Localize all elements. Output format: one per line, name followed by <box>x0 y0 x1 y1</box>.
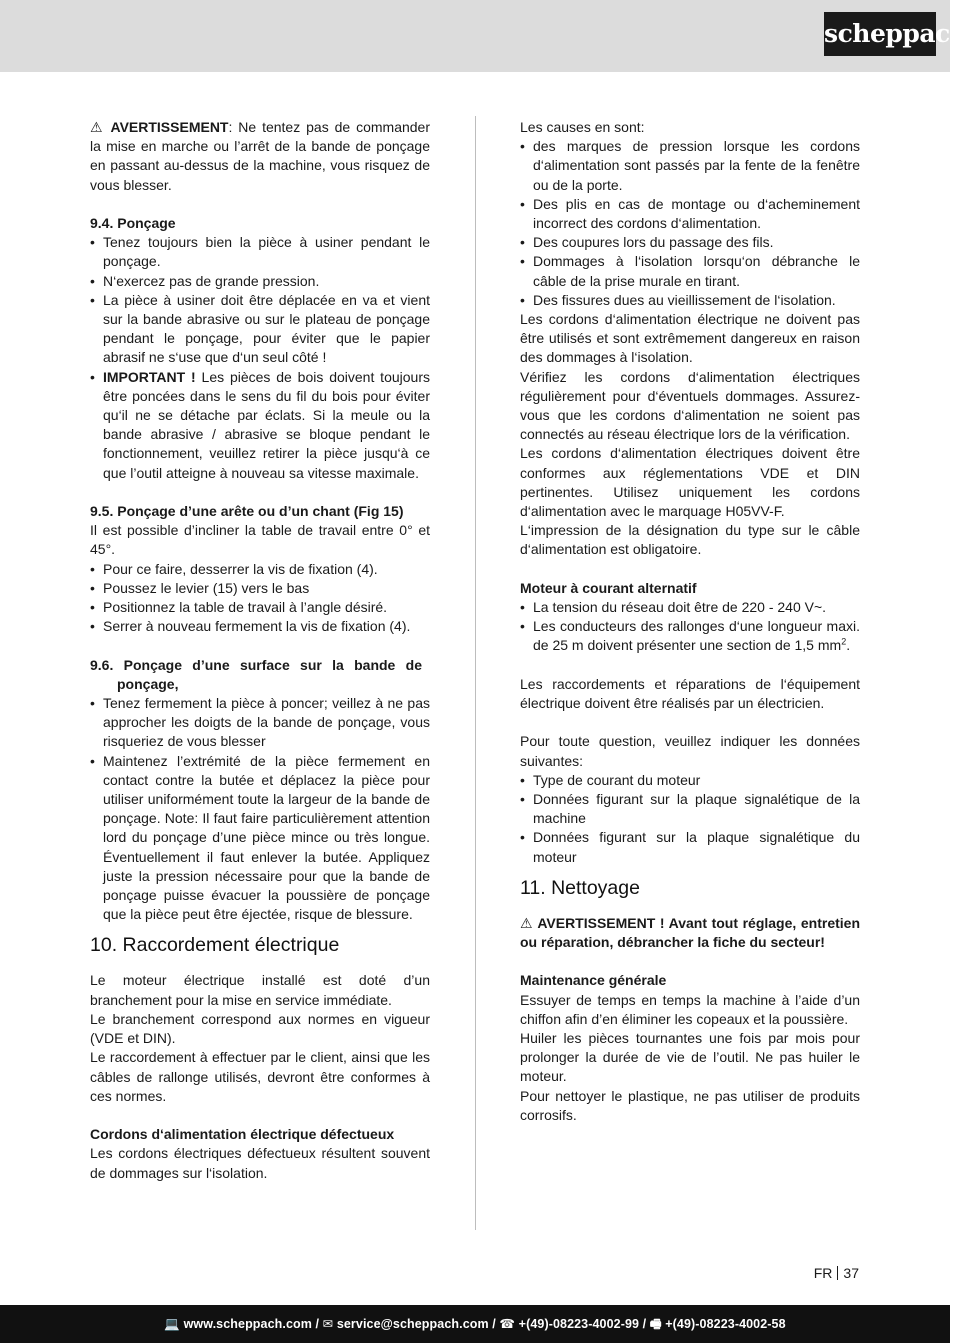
ac-motor-title: Moteur à courant alternatif <box>520 579 697 596</box>
ac-item-end: . <box>846 637 851 654</box>
defective-cords-title: Cordons d‘alimentation électrique défectueux <box>90 1126 395 1143</box>
list-item: • Tenez fermement la pièce à poncer; veillez à ne pas approcher les doigts de la bande de ponçage, vous risqueriez de vous blesser <box>90 694 430 752</box>
mail-icon: ✉ <box>322 1317 334 1331</box>
maintenance-title: Maintenance générale <box>520 972 667 989</box>
maintenance-paragraph: Huiler les pièces tournantes une fois par mois pour prolonger la durée de vie de l’outil. Ne pas huiler le moteur. <box>520 1030 860 1085</box>
section-9-6-title: 9.6. Ponçage d’une surface sur la bande de ponçage, <box>90 656 422 692</box>
footer-contact-bar <box>0 1305 950 1343</box>
list-item: • Serrer à nouveau fermement la vis de fixation (4). <box>90 617 430 636</box>
list-item: • Données figurant sur la plaque signalétique de la machine <box>520 790 860 828</box>
phone-icon: ☎ <box>499 1317 516 1331</box>
list-item <box>520 617 860 655</box>
footer-separator: / <box>311 1317 323 1331</box>
warning-triangle-icon: ⚠ <box>520 914 534 931</box>
right-column <box>520 118 860 1125</box>
section-9-6-list <box>90 694 430 924</box>
list-item-important <box>90 368 430 483</box>
footer-website[interactable]: www.scheppach.com <box>183 1317 312 1331</box>
cleaning-warning <box>520 914 860 952</box>
footer-fax: +(49)-08223-4002-58 <box>665 1317 786 1331</box>
page-language: FR <box>813 1265 833 1281</box>
scheppach-logo: scheppach <box>824 12 936 56</box>
section-10-heading: 10. Raccordement électrique <box>90 934 340 957</box>
footer-separator: / <box>639 1317 650 1331</box>
section-9-5-intro: Il est possible d’incliner la table de travail entre 0° et 45°. <box>90 522 430 558</box>
list-item: • Données figurant sur la plaque signalétique du moteur <box>520 828 860 866</box>
important-text: Les pièces de bois doivent toujours être poncées dans le sens du fil du bois pour éviter qu‘il ne se détache par éclats. Si la meule ou la bande abrasive / abrasive se bloque pendant le fonctionnement, veuillez retirer la pièce jusqu‘à ce que l’outil atteigne à nouveau sa vitesse maximale. <box>103 368 430 481</box>
cords-paragraph: Les cordons d‘alimentation électriques doivent être conformes aux réglementations VDE et DIN pertinentes. Utilisez uniquement les cordons d‘alimentation avec le marquage H05VV-F. <box>520 445 860 520</box>
section-9-5-title: 9.5. Ponçage d’une arête ou d’un chant (Fig 15) <box>90 503 404 520</box>
list-item: • Tenez toujours bien la pièce à usiner pendant le ponçage. <box>90 233 430 271</box>
list-item: • Des plis en cas de montage ou d‘acheminement incorrect des cordons d‘alimentation. <box>520 195 860 233</box>
maintenance-paragraph: Pour nettoyer le plastique, ne pas utiliser de produits corrosifs. <box>520 1087 860 1123</box>
section-10-paragraph: Le branchement correspond aux normes en vigueur (VDE et DIN). <box>90 1010 430 1047</box>
page-number-value: 37 <box>843 1265 859 1281</box>
questions-list <box>520 771 860 867</box>
cords-paragraph: Vérifiez les cordons d‘alimentation électriques régulièrement pour d‘éventuels dommages. Assurez-vous que les cordons d‘alimentation ne soient pas connectés au réseau électrique lors de la vérification. <box>520 368 860 443</box>
cleaning-warning-text: ! Avant tout réglage, entretien ou réparation, débrancher la fiche du secteur! <box>520 914 860 951</box>
section-9-4-title: 9.4. Ponçage <box>90 215 176 231</box>
list-item: • Maintenez l’extrémité de la pièce fermement en contact contre la butée et déplacez la pièce pour utiliser uniformément toute la largeur de la bande de ponçage. Note: Il faut faire particulièrement attention lord du ponçage d’une pièce mince ou très longue. Éventuellement il faut enlever la butée. Appliquez juste la pression nécessaire pour que la bande de ponçage puisse évacuer la poussière de ponçage que la pièce peut être éjectée, risque de blessure. <box>90 752 430 925</box>
ac-motor-list <box>520 598 860 656</box>
computer-icon: 💻 <box>164 1317 181 1331</box>
list-item: • Des fissures dues au vieillissement de l‘isolation. <box>520 291 860 310</box>
section-10-paragraph: Le raccordement à effectuer par le client, ainsi que les câbles de rallonge utilisés, devront être conformes à ces normes. <box>90 1049 430 1104</box>
header-band <box>0 0 967 72</box>
list-item: • Positionnez la table de travail à l’angle désiré. <box>90 598 430 617</box>
footer-email[interactable]: service@scheppach.com <box>336 1317 489 1331</box>
causes-intro: Les causes en sont: <box>520 119 645 135</box>
cleaning-warning-label: AVERTISSEMENT <box>537 914 656 931</box>
cords-paragraph: L‘impression de la désignation du type sur le câble d‘alimentation est obligatoire. <box>520 522 860 558</box>
important-label: IMPORTANT ! <box>103 368 196 385</box>
section-9-4-list <box>90 233 430 483</box>
fax-icon: 🖷 <box>649 1317 662 1331</box>
defective-cords-text: Les cordons électriques défectueux résultent souvent de dommages sur l‘isolation. <box>90 1145 430 1181</box>
page-number <box>814 1265 859 1281</box>
list-item: • Type de courant du moteur <box>520 771 860 790</box>
warning-triangle-icon: ⚠ <box>90 119 105 135</box>
electrician-paragraph: Les raccordements et réparations de l‘équipement électrique doivent être réalisés par un électricien. <box>520 675 860 712</box>
causes-list <box>520 137 860 310</box>
ac-item-superscript: 2 <box>841 636 847 647</box>
list-item: • Dommages à l‘isolation lorsqu‘on débranche le câble de la prise murale en tirant. <box>520 252 860 290</box>
list-item: • Des coupures lors du passage des fils. <box>520 233 860 252</box>
footer-separator: / <box>488 1317 500 1331</box>
list-item: • La pièce à usiner doit être déplacée en va et vient sur la bande abrasive ou sur le plateau de ponçage pendant le ponçage, pour éviter que le papier abrasif ne s‘use que d‘un seul côté ! <box>90 291 430 368</box>
section-9-5-list <box>90 560 430 637</box>
list-item: • Pour ce faire, desserrer la vis de fixation (4). <box>90 560 430 579</box>
section-11-heading: 11. Nettoyage <box>520 876 640 899</box>
list-item: • La tension du réseau doit être de 220 - 240 V~. <box>520 598 860 617</box>
warning-paragraph <box>90 118 430 195</box>
questions-intro: Pour toute question, veuillez indiquer les données suivantes: <box>520 733 860 769</box>
list-item: • des marques de pression lorsque les cordons d‘alimentation sont passés par la fente de la fenêtre ou de la porte. <box>520 137 860 195</box>
list-item: • N‘exercez pas de grande pression. <box>90 272 430 291</box>
warning-text: : Ne tentez pas de commander la mise en marche ou l’arrêt de la bande de ponçage en passant au-dessus de la machine, vous risquez de vous blesser. <box>90 119 431 193</box>
section-10-paragraph: Le moteur électrique installé est doté d’un branchement pour la mise en service immédiate. <box>90 972 430 1008</box>
maintenance-paragraph: Essuyer de temps en temps la machine à l’aide d’un chiffon afin d’en éliminer les copeaux et la poussière. <box>520 991 860 1027</box>
list-item: • Poussez le levier (15) vers le bas <box>90 579 430 598</box>
column-divider <box>475 116 476 1230</box>
footer-phone: +(49)-08223-4002-99 <box>518 1317 640 1331</box>
warning-label: AVERTISSEMENT <box>110 119 229 135</box>
left-column <box>90 118 430 1183</box>
cords-paragraph: Les cordons d‘alimentation électrique ne doivent pas être utilisés et sont extrêmement dangereux en raison des dommages à l‘isolation. <box>520 311 860 366</box>
ac-item-text: Les conducteurs des rallonges d‘une longueur maxi. de 25 m doivent présenter une section de 1,5 mm <box>533 618 860 654</box>
